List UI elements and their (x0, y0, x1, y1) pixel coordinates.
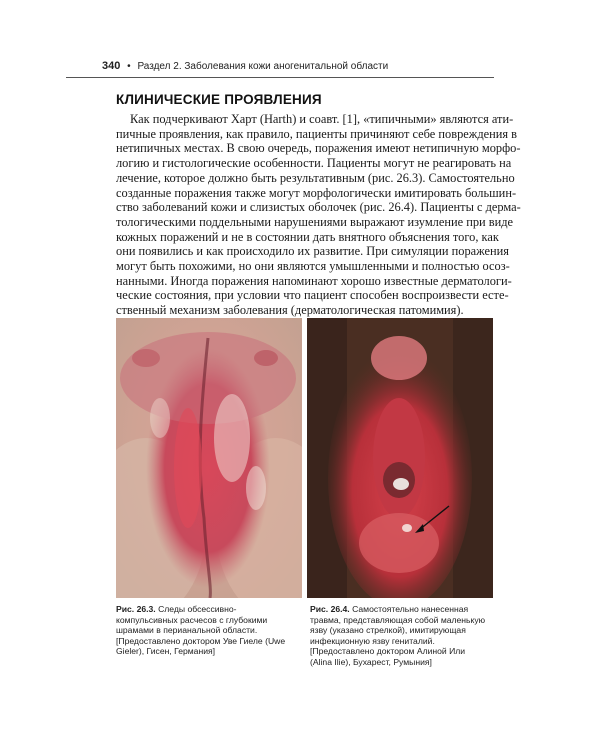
body-line: логию и гистологические особенности. Пациенты могут не реагировать на (116, 156, 512, 171)
caption-line: шрамами в перианальной области. (116, 625, 258, 636)
body-line: они появились и как происходило их развитие. При симуляции поражения (116, 244, 510, 259)
caption-line: компульсивных расчесов с глубокими (116, 614, 268, 625)
body-line: кожных поражений и не в состоянии дать внятного объяснения того, как (116, 229, 499, 244)
figure-26-3-caption (116, 604, 302, 657)
caption-line: травма, представляющая собой маленькую (310, 614, 486, 625)
body-line: тологическими поддельными нарушениями выражают изумление при виде (116, 214, 514, 229)
body-line: ственный механизм заболевания (дерматологическая патомимия). (116, 303, 464, 318)
body-line: Как подчеркивают Харт (Harth) и соавт. [1], «типичными» являются ати- (130, 112, 514, 126)
figure-label: Рис. 26.3. (116, 604, 156, 614)
header-rule (66, 77, 494, 78)
body-line: созданные поражения также могут морфологически имитировать большин- (116, 185, 517, 200)
caption-line: язву (указано стрелкой), имитирующая (310, 625, 466, 636)
figure-26-3-photo (116, 318, 302, 598)
page-number: 340 (102, 60, 121, 72)
section-heading: КЛИНИЧЕСКИЕ ПРОЯВЛЕНИЯ (116, 92, 322, 107)
body-line: нетипичных местах. В свою очередь, поражения имеют нетипичную морфо- (116, 141, 521, 156)
caption-line: [Предоставлено доктором Алиной Или (310, 646, 466, 657)
running-head-separator: • (127, 61, 131, 72)
running-head (102, 60, 494, 72)
caption-line: Следы обсессивно- (155, 604, 237, 614)
body-line: пичные проявления, как правило, пациенты причиняют себе повреждения в (116, 126, 518, 141)
body-line: ство заболеваний кожи и слизистых оболочек (рис. 26.4). Пациенты с дерма- (116, 200, 521, 215)
running-head-section: Раздел 2. Заболевания кожи аногенитальной области (137, 61, 389, 72)
figure-26-4-photo (307, 318, 493, 598)
body-line: ческие состояния, при условии что пациент способен воспроизвести есте- (116, 288, 509, 303)
body-line: могут быть похожими, но они являются умышленными и полностью осоз- (116, 259, 510, 274)
body-line: нанными. Иногда поражения напоминают хорошо известные дерматологи- (116, 273, 512, 288)
caption-line: Gieler), Гисен, Германия] (116, 646, 216, 657)
caption-line: [Предоставлено доктором Уве Гиеле (Uwe (116, 635, 286, 646)
caption-line: Самостоятельно нанесенная (349, 604, 469, 614)
caption-line: инфекционную язву гениталий. (310, 635, 435, 646)
body-paragraph (116, 112, 521, 318)
figure-26-4-caption (310, 604, 496, 668)
figure-label: Рис. 26.4. (310, 604, 350, 614)
body-line: лечение, которое должно быть результативным (рис. 26.3). Самостоятельно (116, 170, 515, 185)
caption-line: (Alina Ilie), Бухарест, Румыния] (310, 656, 432, 667)
